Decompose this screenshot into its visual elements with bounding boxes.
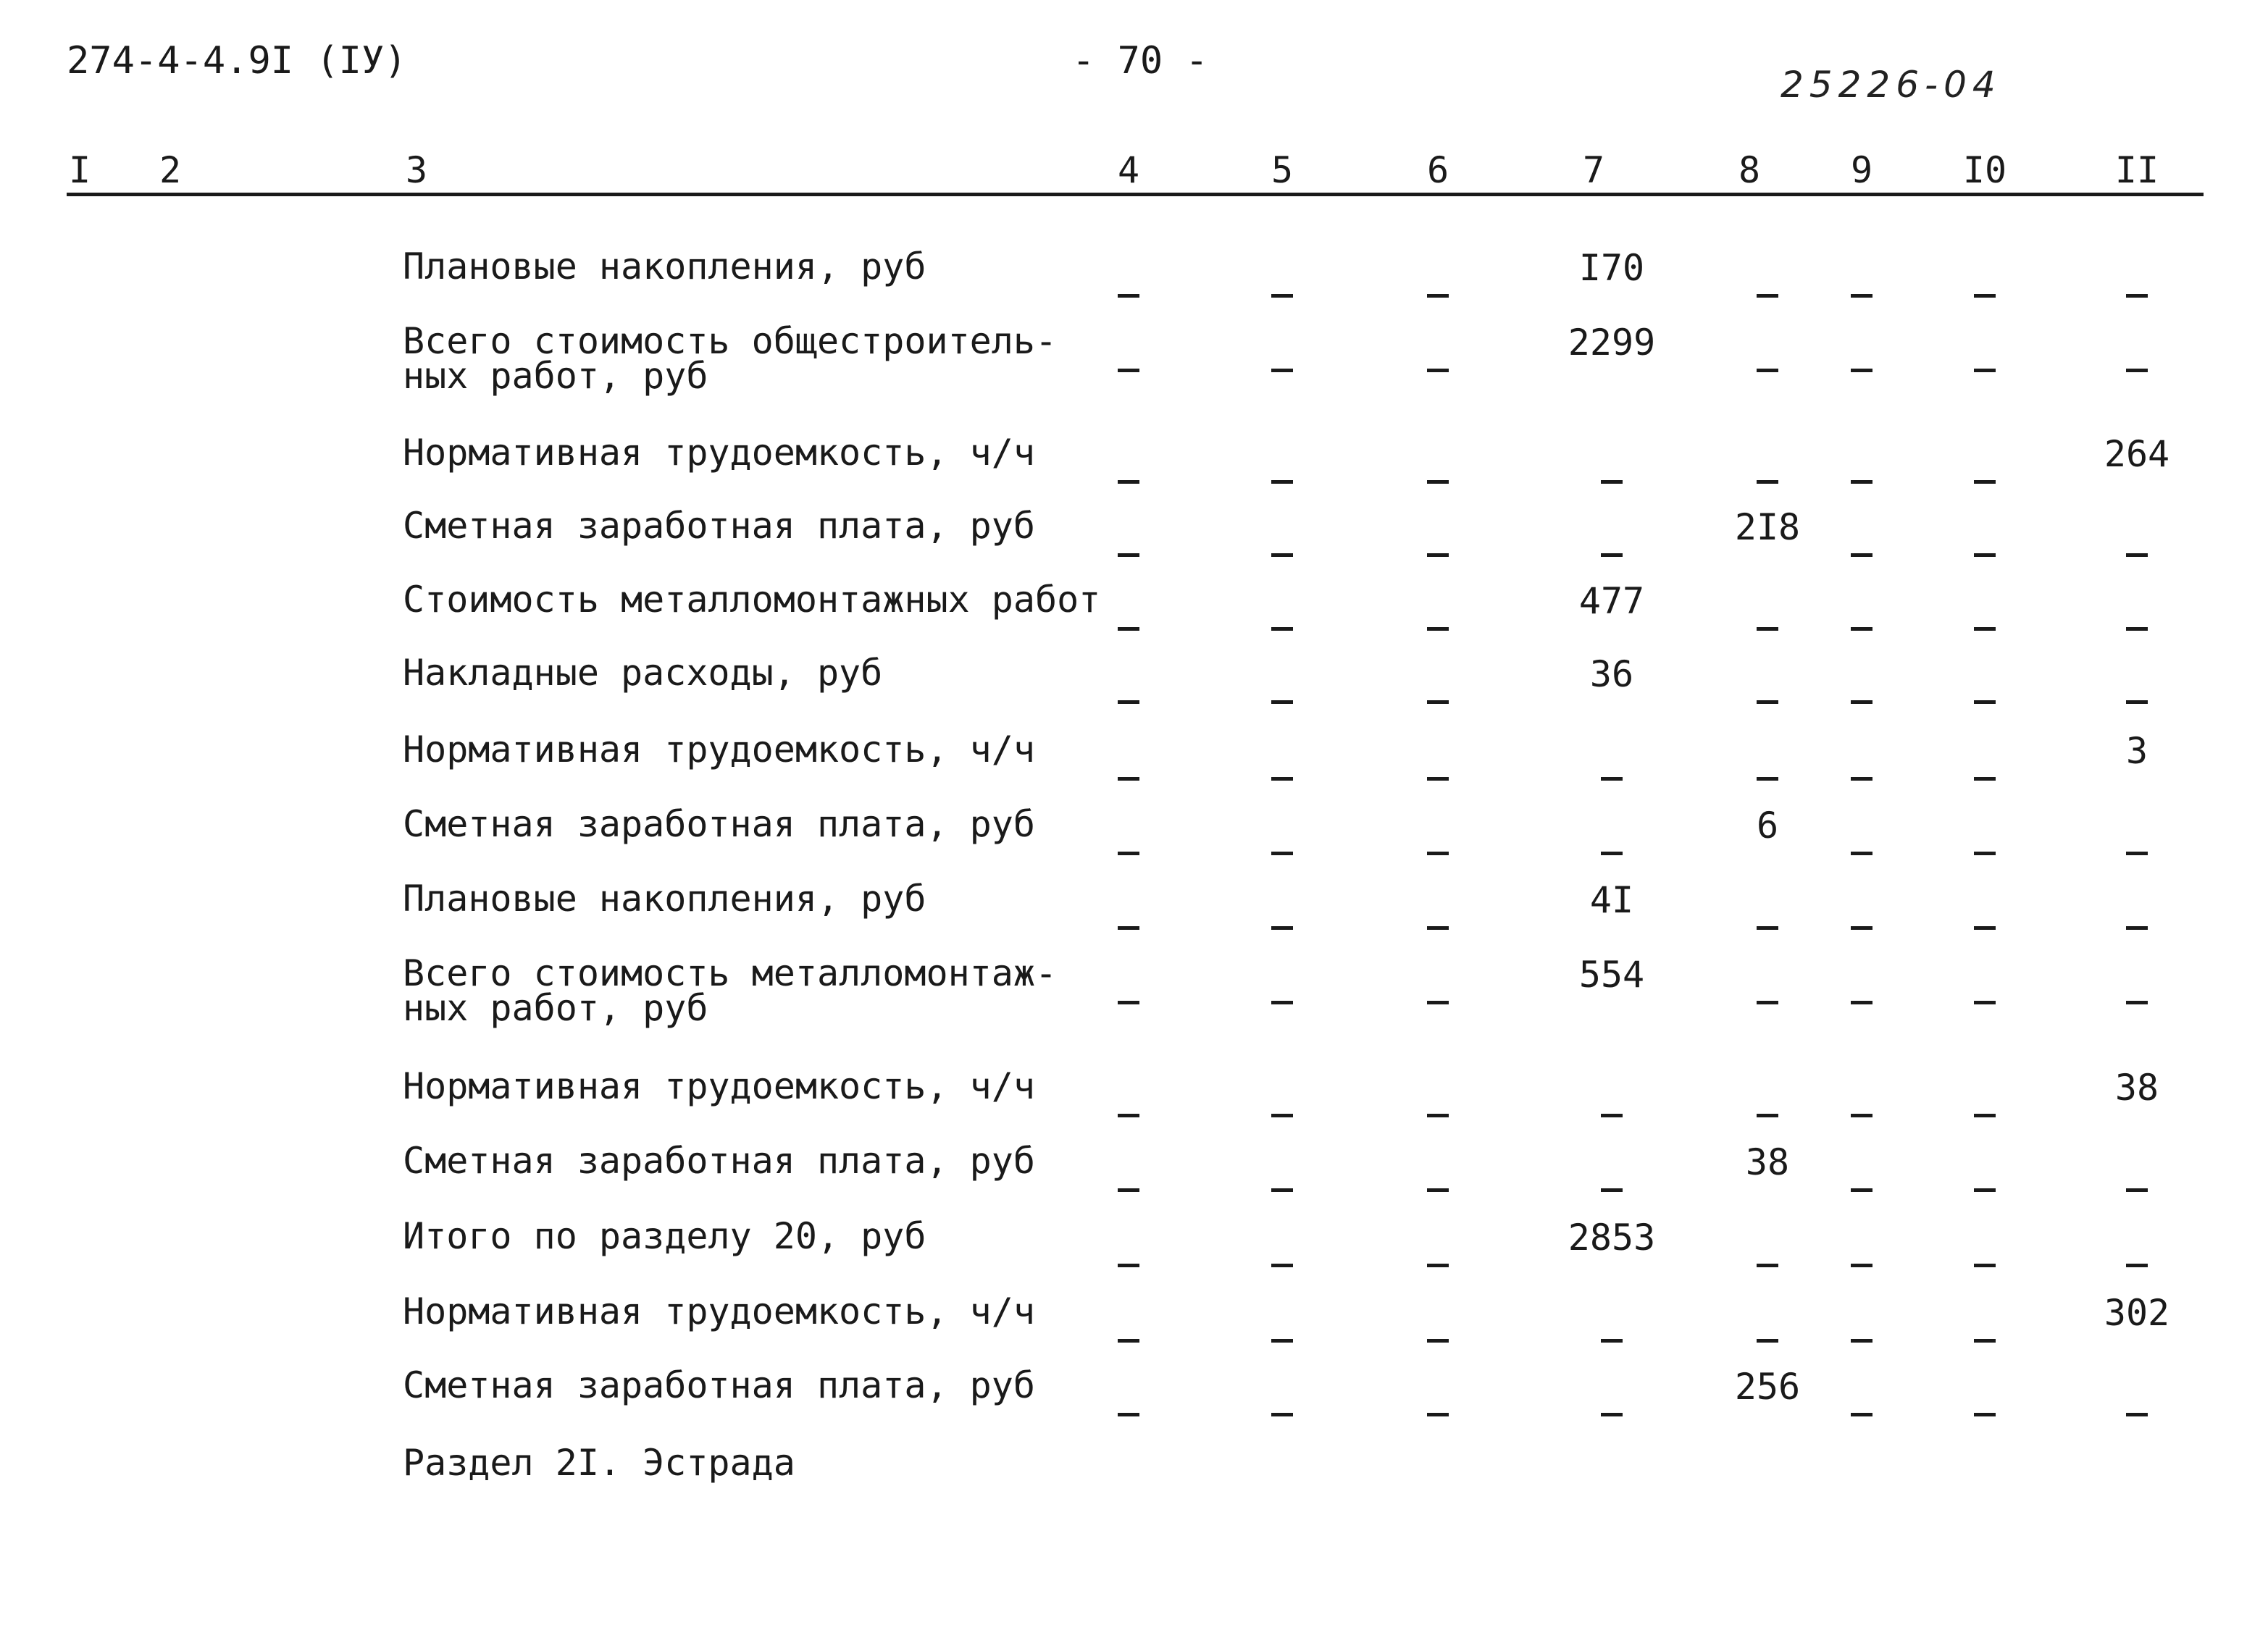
- column-number-4: 4: [1117, 149, 1140, 191]
- row-label: Сметная заработная плата, руб: [403, 505, 1035, 547]
- empty-cell-dash: [1427, 526, 1449, 563]
- empty-cell-dash: [1851, 1237, 1872, 1273]
- empty-cell-dash: [1118, 600, 1139, 637]
- empty-cell-dash: [1974, 750, 1996, 786]
- empty-cell-dash: [1757, 1237, 1778, 1273]
- row-label: Сметная заработная плата, руб: [403, 803, 1035, 845]
- empty-cell-dash: [1271, 342, 1293, 378]
- empty-cell-dash: [2126, 600, 2148, 637]
- empty-cell-dash: [1118, 1312, 1139, 1348]
- empty-cell-dash: [1601, 1087, 1623, 1123]
- empty-cell-dash: [1271, 526, 1293, 563]
- row-label: Стоимость металломонтажных работ: [403, 579, 1101, 621]
- column-8-value: 2I8: [1734, 506, 1801, 548]
- row-label: Нормативная трудоемкость, ч/ч: [403, 1290, 1035, 1332]
- empty-cell-dash: [1271, 825, 1293, 861]
- empty-cell-dash: [1851, 526, 1872, 563]
- empty-cell-dash: [1757, 267, 1778, 303]
- column-number-1: I: [68, 149, 91, 191]
- empty-cell-dash: [1118, 453, 1139, 490]
- empty-cell-dash: [1974, 1237, 1996, 1273]
- empty-cell-dash: [1271, 1386, 1293, 1422]
- empty-cell-dash: [1427, 267, 1449, 303]
- empty-cell-dash: [1271, 1162, 1293, 1198]
- column-11-value: 38: [2114, 1067, 2159, 1109]
- row-label: Сметная заработная плата, руб: [403, 1140, 1035, 1182]
- empty-cell-dash: [1271, 899, 1293, 936]
- empty-cell-dash: [1851, 673, 1872, 710]
- empty-cell-dash: [1427, 453, 1449, 490]
- empty-cell-dash: [1851, 1162, 1872, 1198]
- empty-cell-dash: [1427, 750, 1449, 786]
- empty-cell-dash: [1118, 899, 1139, 936]
- empty-cell-dash: [1427, 1237, 1449, 1273]
- empty-cell-dash: [1118, 825, 1139, 861]
- empty-cell-dash: [1601, 1386, 1623, 1422]
- row-label: Нормативная трудоемкость, ч/ч: [403, 432, 1035, 474]
- empty-cell-dash: [1271, 1087, 1293, 1123]
- row-label: Сметная заработная плата, руб: [403, 1364, 1035, 1406]
- column-7-value: 554: [1578, 954, 1645, 996]
- empty-cell-dash: [1757, 600, 1778, 637]
- empty-cell-dash: [1601, 526, 1623, 563]
- empty-cell-dash: [1974, 342, 1996, 378]
- column-8-value: 256: [1734, 1366, 1801, 1408]
- column-7-value: 2853: [1568, 1217, 1656, 1259]
- empty-cell-dash: [1118, 750, 1139, 786]
- column-11-value: 302: [2104, 1292, 2170, 1334]
- empty-cell-dash: [1427, 1087, 1449, 1123]
- column-11-value: 264: [2104, 433, 2170, 475]
- empty-cell-dash: [2126, 342, 2148, 378]
- empty-cell-dash: [1851, 899, 1872, 936]
- empty-cell-dash: [1601, 1162, 1623, 1198]
- empty-cell-dash: [1757, 342, 1778, 378]
- column-number-5: 5: [1271, 149, 1294, 191]
- empty-cell-dash: [1118, 342, 1139, 378]
- empty-cell-dash: [2126, 1237, 2148, 1273]
- empty-cell-dash: [1118, 1162, 1139, 1198]
- column-8-value: 38: [1745, 1141, 1790, 1183]
- empty-cell-dash: [1974, 526, 1996, 563]
- empty-cell-dash: [1118, 1386, 1139, 1422]
- empty-cell-dash: [1757, 1087, 1778, 1123]
- empty-cell-dash: [1427, 1162, 1449, 1198]
- empty-cell-dash: [1118, 1237, 1139, 1273]
- column-number-10: I0: [1962, 149, 2007, 191]
- empty-cell-dash: [1757, 899, 1778, 936]
- page-number: - 70 -: [1072, 39, 1208, 83]
- row-label: Нормативная трудоемкость, ч/ч: [403, 1065, 1035, 1107]
- empty-cell-dash: [1271, 1237, 1293, 1273]
- empty-cell-dash: [1601, 825, 1623, 861]
- empty-cell-dash: [1851, 750, 1872, 786]
- empty-cell-dash: [2126, 1162, 2148, 1198]
- column-number-3: 3: [405, 149, 428, 191]
- empty-cell-dash: [1271, 750, 1293, 786]
- empty-cell-dash: [1757, 974, 1778, 1010]
- column-number-2: 2: [159, 149, 182, 191]
- column-number-7: 7: [1582, 149, 1605, 191]
- row-label: Нормативная трудоемкость, ч/ч: [403, 728, 1035, 770]
- empty-cell-dash: [2126, 825, 2148, 861]
- empty-cell-dash: [1974, 1087, 1996, 1123]
- column-number-11: II: [2114, 149, 2159, 191]
- row-label: Всего стоимость общестроитель- ных работ, руб: [403, 320, 1058, 397]
- handwritten-stamp-number: 25226-04: [1780, 64, 2001, 106]
- empty-cell-dash: [1118, 974, 1139, 1010]
- empty-cell-dash: [1974, 825, 1996, 861]
- empty-cell-dash: [1271, 673, 1293, 710]
- empty-cell-dash: [2126, 673, 2148, 710]
- empty-cell-dash: [1974, 1386, 1996, 1422]
- empty-cell-dash: [1851, 1312, 1872, 1348]
- row-label: Плановые накопления, руб: [403, 245, 926, 287]
- column-number-8: 8: [1738, 149, 1761, 191]
- empty-cell-dash: [1757, 1312, 1778, 1348]
- empty-cell-dash: [1757, 453, 1778, 490]
- empty-cell-dash: [1118, 1087, 1139, 1123]
- empty-cell-dash: [1118, 267, 1139, 303]
- empty-cell-dash: [1851, 267, 1872, 303]
- empty-cell-dash: [1271, 267, 1293, 303]
- empty-cell-dash: [1757, 750, 1778, 786]
- header-rule: [67, 193, 2204, 196]
- row-label: Всего стоимость металломонтаж- ных работ, руб: [403, 952, 1058, 1029]
- empty-cell-dash: [1851, 825, 1872, 861]
- empty-cell-dash: [1851, 974, 1872, 1010]
- empty-cell-dash: [1271, 974, 1293, 1010]
- empty-cell-dash: [1974, 453, 1996, 490]
- empty-cell-dash: [1974, 1312, 1996, 1348]
- row-label: Итого по разделу 20, руб: [403, 1215, 926, 1257]
- empty-cell-dash: [1851, 453, 1872, 490]
- empty-cell-dash: [1974, 267, 1996, 303]
- column-number-9: 9: [1850, 149, 1873, 191]
- column-7-value: 477: [1578, 580, 1645, 622]
- empty-cell-dash: [1974, 899, 1996, 936]
- empty-cell-dash: [1271, 453, 1293, 490]
- section-heading: Раздел 2I. Эстрада: [403, 1442, 795, 1484]
- empty-cell-dash: [1851, 1386, 1872, 1422]
- empty-cell-dash: [1271, 600, 1293, 637]
- empty-cell-dash: [1271, 1312, 1293, 1348]
- empty-cell-dash: [1974, 1162, 1996, 1198]
- document-code: 274-4-4.9I (IУ): [67, 39, 407, 83]
- empty-cell-dash: [1974, 673, 1996, 710]
- empty-cell-dash: [1601, 453, 1623, 490]
- column-8-value: 6: [1756, 805, 1779, 847]
- empty-cell-dash: [1851, 1087, 1872, 1123]
- empty-cell-dash: [2126, 267, 2148, 303]
- empty-cell-dash: [1757, 673, 1778, 710]
- empty-cell-dash: [1427, 1312, 1449, 1348]
- empty-cell-dash: [1851, 600, 1872, 637]
- row-label: Плановые накопления, руб: [403, 878, 926, 920]
- empty-cell-dash: [1427, 825, 1449, 861]
- empty-cell-dash: [1427, 899, 1449, 936]
- empty-cell-dash: [1851, 342, 1872, 378]
- column-7-value: 36: [1589, 653, 1634, 695]
- empty-cell-dash: [1974, 600, 1996, 637]
- empty-cell-dash: [2126, 1386, 2148, 1422]
- empty-cell-dash: [2126, 899, 2148, 936]
- empty-cell-dash: [1118, 673, 1139, 710]
- column-number-6: 6: [1426, 149, 1449, 191]
- empty-cell-dash: [1427, 600, 1449, 637]
- empty-cell-dash: [1427, 673, 1449, 710]
- empty-cell-dash: [1601, 750, 1623, 786]
- column-11-value: 3: [2125, 730, 2148, 772]
- empty-cell-dash: [1974, 974, 1996, 1010]
- column-7-value: 4I: [1589, 879, 1634, 921]
- empty-cell-dash: [2126, 526, 2148, 563]
- empty-cell-dash: [1427, 974, 1449, 1010]
- empty-cell-dash: [1427, 1386, 1449, 1422]
- empty-cell-dash: [2126, 974, 2148, 1010]
- column-7-value: I70: [1578, 247, 1645, 289]
- empty-cell-dash: [1118, 526, 1139, 563]
- empty-cell-dash: [1427, 342, 1449, 378]
- row-label: Накладные расходы, руб: [403, 652, 883, 694]
- column-7-value: 2299: [1568, 322, 1656, 364]
- empty-cell-dash: [1601, 1312, 1623, 1348]
